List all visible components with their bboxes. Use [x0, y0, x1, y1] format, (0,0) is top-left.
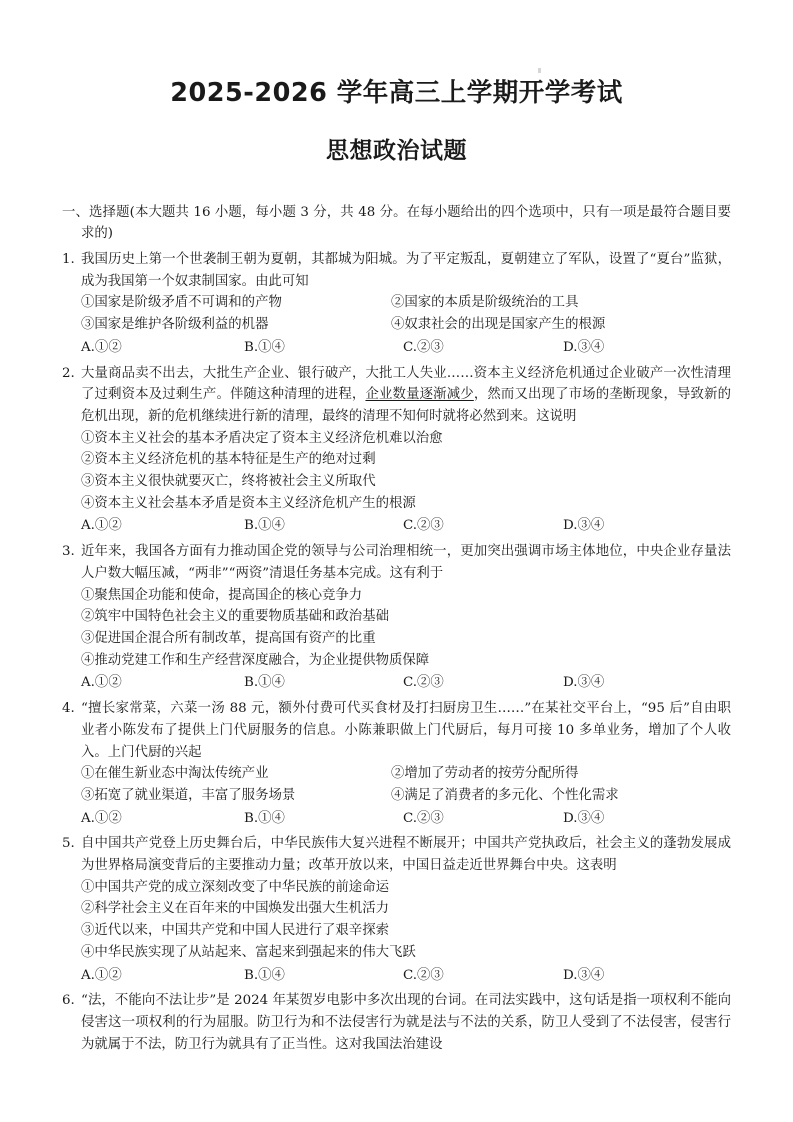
answer-choices	[62, 337, 731, 359]
question-statement: ④推动党建工作和生产经营深度融合，为企业提供物质保障	[81, 652, 430, 668]
section-heading: 一、选择题	[62, 204, 130, 220]
question-statement-row	[81, 314, 731, 336]
question-statement: ③拓宽了就业渠道，丰富了服务场景	[81, 787, 296, 803]
question-statement: ②国家的本质是阶级统治的工具	[391, 295, 579, 311]
question-number: 3.	[62, 544, 75, 560]
question-stem	[62, 249, 731, 292]
question-number: 2.	[62, 365, 75, 381]
question-number: 5.	[62, 836, 75, 852]
answer-choice[interactable]: A.①②	[81, 810, 122, 826]
question-number: 1.	[62, 252, 75, 268]
question-statement: ②资本主义经济危机的基本特征是生产的绝对过剩	[81, 452, 376, 468]
question-statement: ③近代以来，中国共产党和中国人民进行了艰辛探索	[81, 923, 389, 939]
question-stem	[62, 833, 731, 876]
question-statement: ④奴隶社会的出现是国家产生的根源	[391, 317, 606, 333]
question-stem-underlined-text: 企业数量逐渐减少	[365, 387, 474, 403]
question-statement: ④满足了消费者的多元化、个性化需求	[391, 787, 619, 803]
question-statement: ①聚焦国企功能和使命，提高国企的核心竞争力	[81, 587, 363, 603]
answer-choice[interactable]: D.③④	[563, 518, 605, 534]
question-stem	[62, 541, 731, 584]
question-stem	[62, 698, 731, 763]
question-statement: ③国家是维护各阶级利益的机器	[81, 317, 269, 333]
question-statements	[62, 292, 731, 335]
question-statement: ③促进国企混合所有制改革，提高国有资产的比重	[81, 630, 376, 646]
question-stem-text: 大量商品卖不出去，大批生产企业、银行破产，大批工人失业……资本主义经济危机通过企业破产一次性清理了过剩资本及过剩生产。伴随这种清理的进程，	[81, 365, 731, 403]
question-list	[62, 249, 731, 1055]
answer-choice[interactable]: A.①②	[81, 967, 122, 983]
answer-choice[interactable]: D.③④	[563, 675, 605, 691]
section-instruction-text: (本大题共 16 小题，每小题 3 分，共 48 分。在每小题给出的四个选项中，只有一项是最符合题目要求的)	[81, 204, 732, 242]
answer-choices	[62, 515, 731, 537]
answer-choice[interactable]: B.①④	[244, 518, 285, 534]
answer-choice[interactable]: A.①②	[81, 675, 122, 691]
question-stem-text: “擅长家常菜，六菜一汤 88 元，额外付费可代买食材及打扫厨房卫生……”在某社交平台上，“95 后”自由职业者小陈发布了提供上门代厨服务的信息。小陈兼职做上门代厨后，每月可接 10 多单业务，增加了个人收入。上门代厨的兴起	[81, 701, 731, 760]
question	[62, 249, 731, 359]
scan-artifact-speck	[538, 68, 541, 73]
question-statement: ②科学社会主义在百年来的中国焕发出强大生机活力	[81, 901, 389, 917]
answer-choice[interactable]: C.②③	[403, 339, 444, 355]
question-statement: ②筑牢中国特色社会主义的重要物质基础和政治基础	[81, 609, 389, 625]
answer-choices	[62, 808, 731, 830]
page-subtitle: 思想政治试题	[326, 137, 467, 164]
question-statement: ①中国共产党的成立深刻改变了中华民族的前途命运	[81, 879, 389, 895]
answer-choice[interactable]: C.②③	[403, 675, 444, 691]
answer-choice[interactable]: C.②③	[403, 810, 444, 826]
question-statements	[62, 763, 731, 806]
question	[62, 363, 731, 538]
question	[62, 698, 731, 829]
question-stem-text: “法，不能向不法让步”是 2024 年某贺岁电影中多次出现的台词。在司法实践中，这句话是指一项权利不能向侵害这一项权利的行为屈服。防卫行为和不法侵害行为就是法与不法的关系，防卫人受到了不法侵害，侵害行为就属于不法，防卫行为就具有了正当性。这对我国法治建设	[81, 993, 731, 1052]
question-statement-row	[81, 292, 731, 314]
question	[62, 833, 731, 986]
question	[62, 541, 731, 694]
question-statements	[62, 428, 731, 515]
answer-choice[interactable]: C.②③	[403, 518, 444, 534]
answer-choice[interactable]: A.①②	[81, 518, 122, 534]
question-stem	[62, 990, 731, 1055]
question	[62, 990, 731, 1055]
question-statements	[62, 585, 731, 672]
question-number: 4.	[62, 701, 75, 717]
answer-choice[interactable]: B.①④	[244, 967, 285, 983]
answer-choices	[62, 965, 731, 987]
question-statement: ①资本主义社会的基本矛盾决定了资本主义经济危机难以治愈	[81, 430, 443, 446]
question-statement: ①国家是阶级矛盾不可调和的产物	[81, 295, 282, 311]
question-stem-text: 自中国共产党登上历史舞台后，中华民族伟大复兴进程不断展开；中国共产党执政后，社会主义的蓬勃发展成为世界格局演变背后的主要推动力量；改革开放以来，中国日益走近世界舞台中央。这表明	[81, 836, 731, 874]
question-statement: ①在催生新业态中淘汰传统产业	[81, 766, 269, 782]
answer-choice[interactable]: B.①④	[244, 810, 285, 826]
answer-choice[interactable]: C.②③	[403, 967, 444, 983]
section-instruction	[62, 202, 731, 245]
question-statements	[62, 877, 731, 964]
question-statement: ②增加了劳动者的按劳分配所得	[391, 766, 579, 782]
question-statement-row	[81, 785, 731, 807]
question-statement: ③资本主义很快就要灭亡，终将被社会主义所取代	[81, 474, 376, 490]
answer-choice[interactable]: D.③④	[563, 967, 605, 983]
question-stem-text-cont: ，然而又出现了市场的垄断现象，导致新的危机出现，新的危机继续进行新的清理，最终的清理不知何时就将必然到来。这说明	[81, 387, 732, 424]
question-statement: ④中华民族实现了从站起来、富起来到强起来的伟大飞跃	[81, 944, 416, 960]
answer-choice[interactable]: B.①④	[244, 675, 285, 691]
question-number: 6.	[62, 993, 75, 1009]
answer-choice[interactable]: D.③④	[563, 810, 605, 826]
question-stem	[62, 363, 731, 428]
question-stem-text: 我国历史上第一个世袭制王朝为夏朝，其都城为阳城。为了平定叛乱，夏朝建立了军队，设置了“夏台”监狱，成为我国第一个奴隶制国家。由此可知	[81, 252, 731, 289]
answer-choice[interactable]: A.①②	[81, 339, 122, 355]
answer-choice[interactable]: B.①④	[244, 339, 285, 355]
question-stem-text: 近年来，我国各方面有力推动国企党的领导与公司治理相统一，更加突出强调市场主体地位，中央企业存量法人户数大幅压减，“两非”“两资”清退任务基本完成。这有利于	[81, 544, 731, 581]
answer-choice[interactable]: D.③④	[563, 339, 605, 355]
answer-choices	[62, 672, 731, 694]
question-statement-row	[81, 763, 731, 785]
page-title: 2025-2026 学年高三上学期开学考试	[170, 78, 623, 108]
question-statement: ④资本主义社会基本矛盾是资本主义经济危机产生的根源	[81, 495, 416, 511]
